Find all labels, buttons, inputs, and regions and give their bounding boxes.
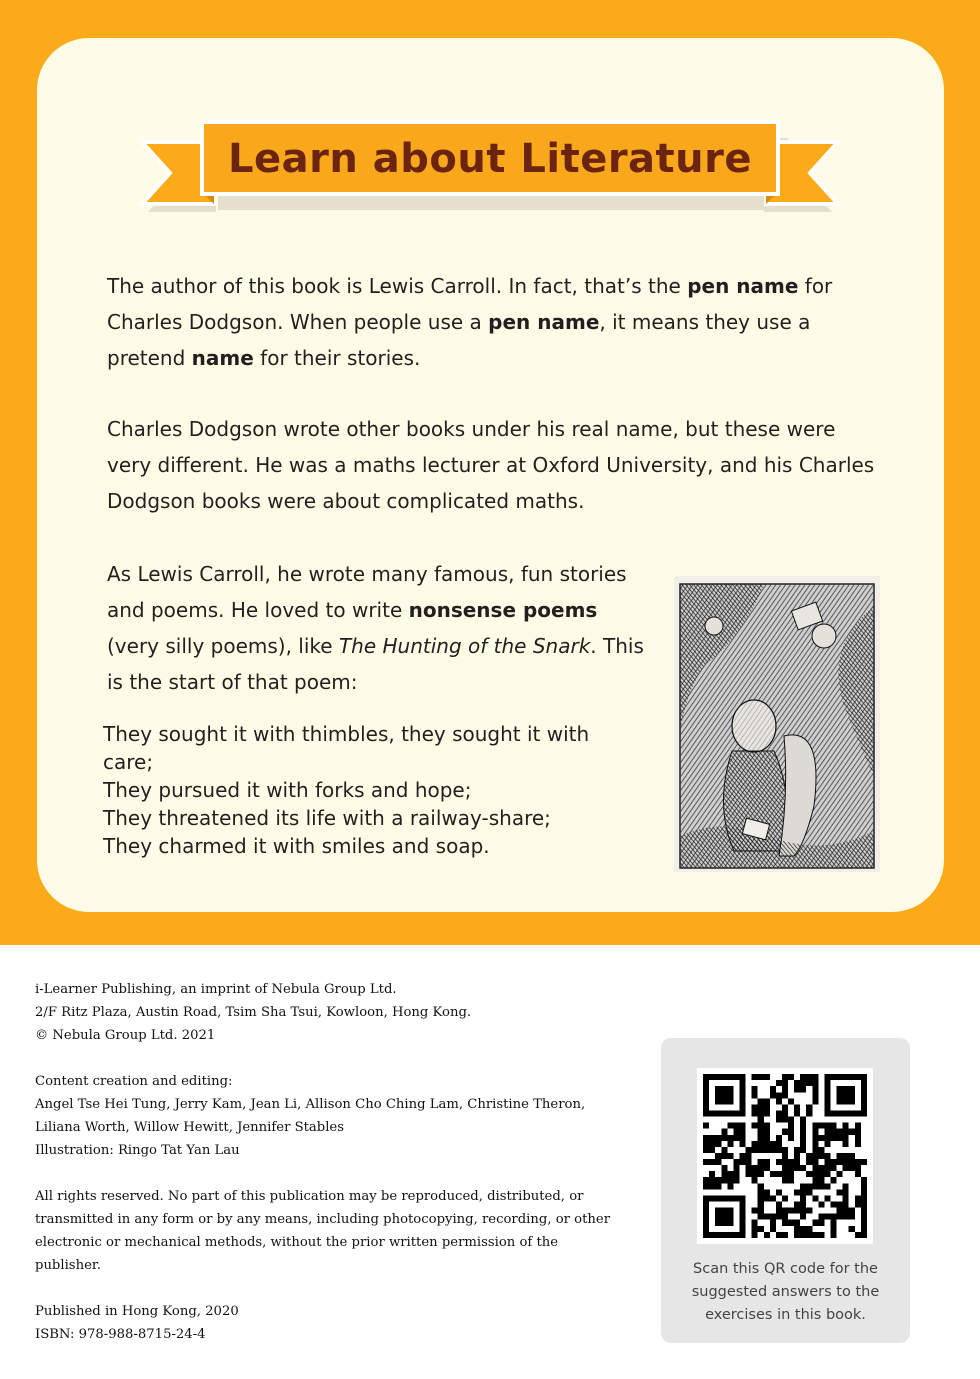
qr-code-panel [661,1038,910,1343]
poem-line: They pursued it with forks and hope; [103,778,472,802]
poem-excerpt [103,720,663,860]
bold-term: pen name [488,310,600,334]
title-banner [140,112,840,222]
rights-notice: electronic or mechanical methods, without the prior written permission of the [35,1235,559,1250]
credits-names: Angel Tse Hei Tung, Jerry Kam, Jean Li, Allison Cho Ching Lam, Christine Theron, [35,1097,586,1112]
publication-place: Published in Hong Kong, 2020 [35,1304,239,1319]
qr-caption-line: exercises in this book. [705,1307,866,1323]
poem-line: care; [103,750,154,774]
rights-notice: publisher. [35,1258,101,1273]
credits-heading: Content creation and editing: [35,1074,233,1089]
publisher-address: 2/F Ritz Plaza, Austin Road, Tsim Sha Tsui, Kowloon, Hong Kong. [35,1005,472,1020]
spacer [35,1277,635,1300]
rights-notice: All rights reserved. No part of this publication may be reproduced, distributed, or [35,1189,584,1204]
bold-term: pen name [687,274,799,298]
isbn: ISBN: 978-988-8715-24-4 [35,1327,206,1342]
text-span: As Lewis Carroll, he wrote many famous, fun stories and poems. He loved to write [107,562,627,622]
page-title: Learn about Literature [228,136,752,182]
credits-names: Liliana Worth, Willow Hewitt, Jennifer Stables [35,1120,344,1135]
bold-term: nonsense poems [408,598,598,622]
qr-code[interactable] [697,1068,873,1244]
illustration-credit: Illustration: Ringo Tat Yan Lau [35,1143,240,1158]
text-span: for Charles Dodgson. When people use a [107,274,833,334]
paragraph-real-name: Charles Dodgson wrote other books under his real name, but these were very different. He was a maths lecturer at Oxford University, and his Charles Dodgson books were about complicated maths. [107,417,875,513]
paragraph-nonsense-poems [107,556,652,700]
paragraph-pen-name [107,268,877,376]
text-span: The author of this book is Lewis Carroll. In fact, that’s the [107,274,688,298]
publisher-name: i-Learner Publishing, an imprint of Nebula Group Ltd. [35,982,397,997]
text-span: . This is the start of that poem: [107,634,644,694]
qr-caption-line: Scan this QR code for the [693,1261,878,1277]
text-span: (very silly poems), like [107,634,339,658]
poem-line: They sought it with thimbles, they sought it with [103,722,590,746]
qr-caption [671,1258,900,1327]
text-span: , it means they use a pretend [107,310,811,370]
book-title: The Hunting of the Snark [338,634,591,658]
spacer [35,1047,635,1070]
bold-term: name [191,346,254,370]
copyright-line: © Nebula Group Ltd. 2021 [35,1028,216,1043]
qr-caption-line: suggested answers to the [691,1284,880,1300]
poem-line: They charmed it with smiles and soap. [103,834,490,858]
publisher-imprint [35,978,635,1346]
poem-line: They threatened its life with a railway-share; [103,806,551,830]
spacer [35,1162,635,1185]
snark-engraving-illustration [674,576,880,872]
rights-notice: transmitted in any form or by any means, including photocopying, recording, or other [35,1212,610,1227]
text-span: for their stories. [253,346,421,370]
